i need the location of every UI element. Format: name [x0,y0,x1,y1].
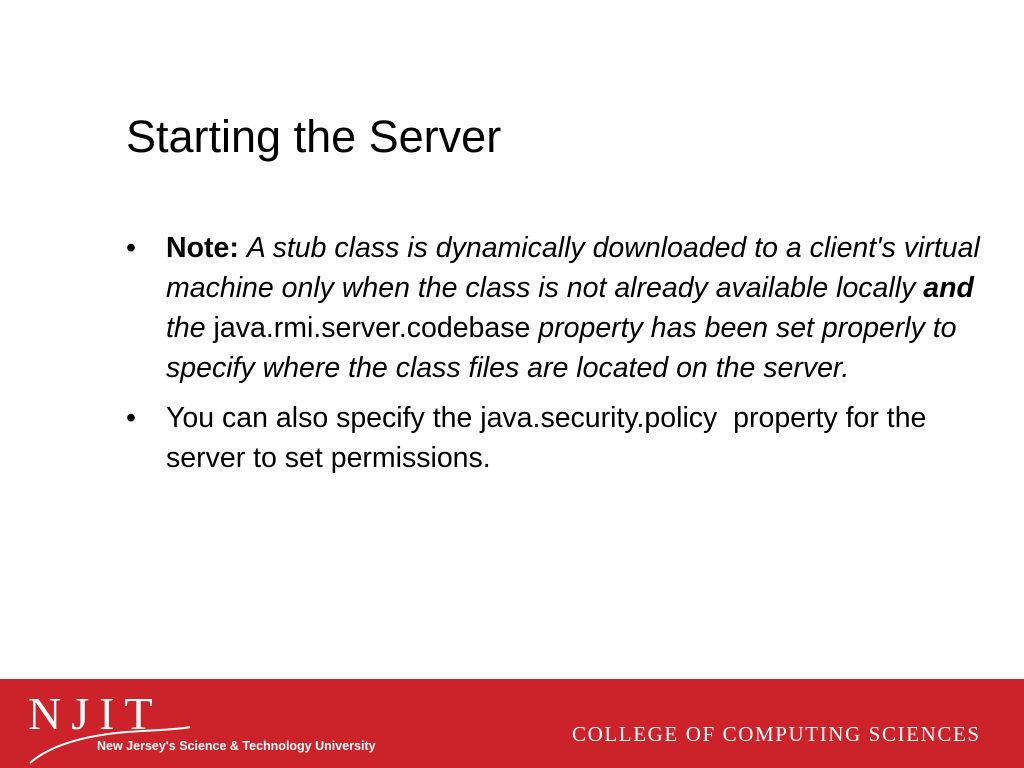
footer-banner [0,679,1024,768]
note-label: Note: [166,232,239,264]
bullet-item-policy [126,398,986,478]
slide-title: Starting the Server [126,111,502,162]
college-name: COLLEGE OF COMPUTING SCIENCES [572,722,981,746]
bullet-marker: • [126,402,136,434]
note-text-part3: property has been set properly to specify where the class files are located on the server. [166,312,957,384]
logo-swoosh-icon [22,687,382,765]
note-text-part2: the [166,312,206,344]
bullet-list [126,228,986,488]
policy-text: You can also specify the java.security.policy property for the server to set permissions. [166,402,935,474]
njit-logo-subtitle: New Jersey's Science & Technology University [97,739,376,753]
njit-logo-letters: NJIT [28,688,163,739]
note-text-part1: A stub class is dynamically downloaded to a client's virtual machine only when the class is not already available locally [166,232,980,304]
njit-logo [22,687,382,765]
bullet-marker: • [126,232,136,264]
codebase-property: java.rmi.server.codebase [213,312,531,344]
note-and-word: and [923,272,974,304]
bullet-item-note [126,228,986,388]
